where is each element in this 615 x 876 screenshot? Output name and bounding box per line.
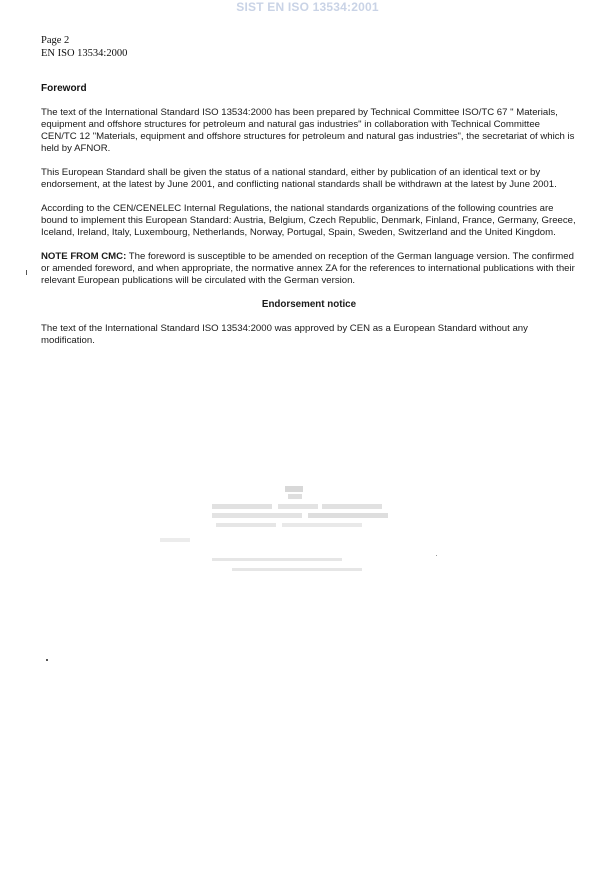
endorsement-text: The text of the International Standard ISO 13534:2000 was approved by CEN as a European Standard without any modification.: [41, 323, 528, 346]
foreword-paragraph-2: This European Standard shall be given the status of a national standard, either by publication of an identical text or by endorsement, at the latest by June 2001, and conflicting national standards shall be withdrawn at the latest by June 2001.: [41, 167, 557, 190]
scan-mark: [26, 270, 27, 275]
page-number: Page 2: [41, 35, 70, 46]
faded-stamp-graphic: [150, 480, 450, 580]
cmc-note-text: The foreword is susceptible to be amended on reception of the German language version. The confirmed or amended foreword, and when appropriate, the normative annex ZA for the references to international publications with their relevant European publications will be circulated with the German version.: [41, 251, 575, 286]
cmc-note: [41, 251, 577, 287]
page-header: [41, 35, 127, 60]
foreword-heading: Foreword: [41, 83, 87, 94]
foreword-paragraph-3: According to the CEN/CENELEC Internal Regulations, the national standards organizations of the following countries are bound to implement this European Standard: Austria, Belgium, Czech Republic, Denmark, Finland, France, Germany, Greece, Iceland, Ireland, Italy, Luxembourg, Netherlands, Norway, Portugal, Spain, Sweden, Switzerland and the United Kingdom.: [41, 203, 576, 238]
document-body: [41, 107, 577, 359]
scan-dot: [436, 555, 437, 556]
document-reference: EN ISO 13534:2000: [41, 47, 128, 59]
cmc-note-label: NOTE FROM CMC:: [41, 251, 127, 262]
scan-dot: [46, 659, 48, 661]
foreword-paragraph-1: The text of the International Standard ISO 13534:2000 has been prepared by Technical Committee ISO/TC 67 " Materials, equipment and offshore structures for petroleum and natural gas industries" in collaboration with Technical Committee CEN/TC 12 "Materials, equipment and offshore structures for petroleum and natural gas industries", the secretariat of which is held by AFNOR.: [41, 107, 575, 154]
endorsement-heading: Endorsement notice: [261, 299, 357, 310]
watermark: SIST EN ISO 13534:2001: [236, 0, 379, 14]
